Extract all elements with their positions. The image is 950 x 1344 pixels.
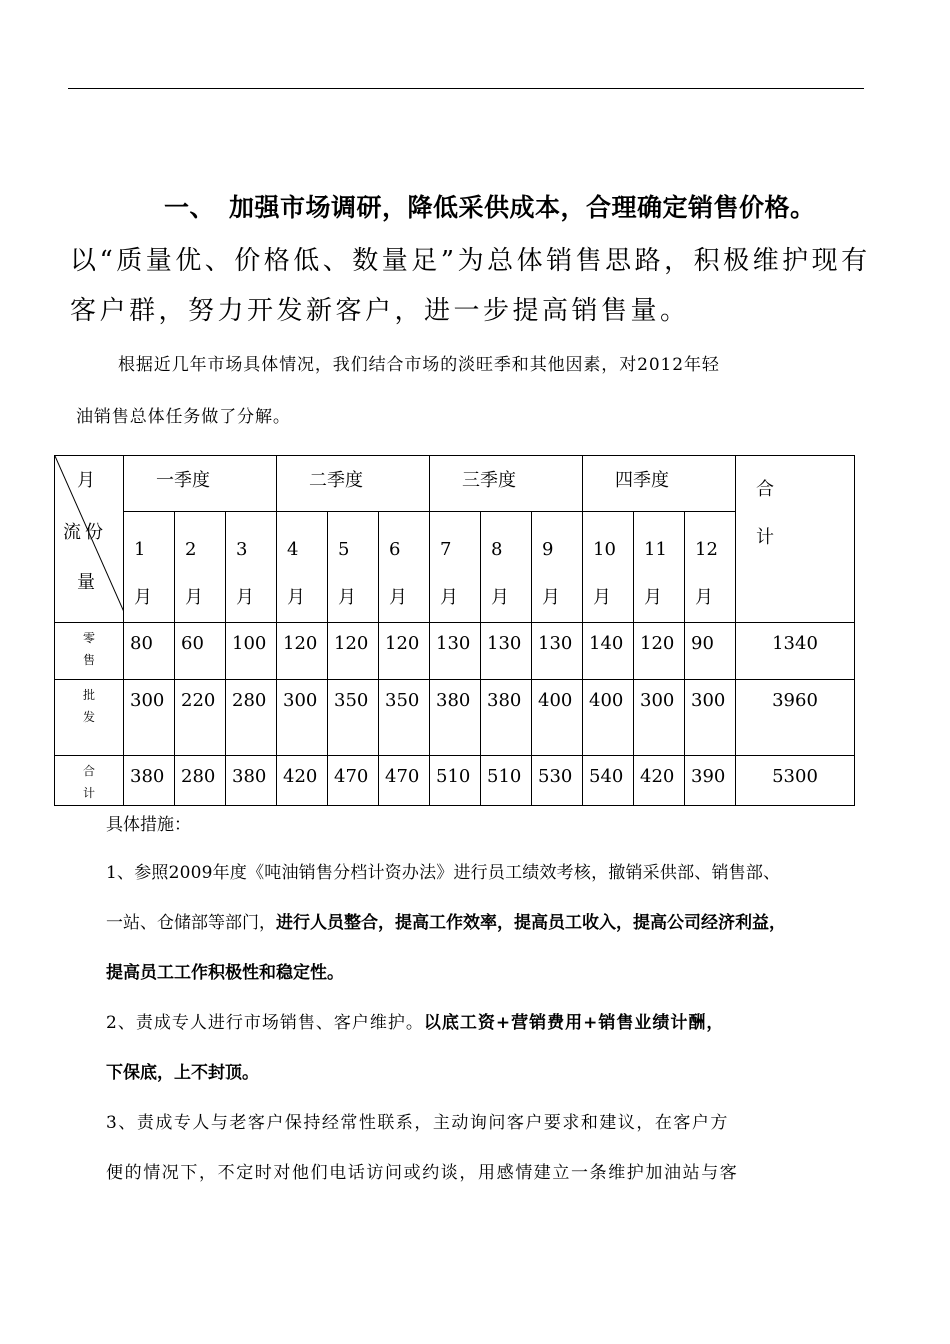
table-cell: 80 <box>124 623 175 680</box>
month-header: 9 月 <box>532 512 583 623</box>
quarter-header: 二季度 <box>277 456 430 512</box>
table-cell: 140 <box>583 623 634 680</box>
para1-line-1: 根据近几年市场具体情况，我们结合市场的淡旺季和其他因素，对2012年轻 <box>118 355 720 375</box>
table-cell: 390 <box>685 756 736 806</box>
measure1-line-1: 1、参照2009年度《吨油销售分档计资办法》进行员工绩效考核，撤销采供部、销售部、 <box>106 863 781 883</box>
month-header: 3 月 <box>226 512 277 623</box>
heading-text: 加强市场调研，降低采供成本，合理确定销售价格。 <box>229 193 816 222</box>
table-cell: 300 <box>277 680 328 756</box>
table-cell: 120 <box>634 623 685 680</box>
table-cell: 120 <box>277 623 328 680</box>
table-cell: 100 <box>226 623 277 680</box>
corner-qty-label: 量 <box>77 572 95 593</box>
table-cell: 380 <box>481 680 532 756</box>
corner-flow-label: 流 <box>63 522 81 543</box>
intro-line-2: 客户群，努力开发新客户，进一步提高销售量。 <box>70 296 690 326</box>
corner-month-label: 月 <box>77 470 95 491</box>
table-row <box>55 623 855 680</box>
month-header: 2 月 <box>175 512 226 623</box>
table-cell: 280 <box>175 756 226 806</box>
month-header: 7 月 <box>430 512 481 623</box>
month-header: 6 月 <box>379 512 430 623</box>
table-cell: 130 <box>430 623 481 680</box>
month-header: 1 月 <box>124 512 175 623</box>
table-cell: 300 <box>685 680 736 756</box>
table-cell: 510 <box>430 756 481 806</box>
row-total: 5300 <box>736 756 855 806</box>
month-header: 4 月 <box>277 512 328 623</box>
table-cell: 130 <box>532 623 583 680</box>
month-header: 8 月 <box>481 512 532 623</box>
row-label: 零 售 <box>55 623 124 680</box>
measure3-line-2: 便的情况下，不定时对他们电话访问或约谈，用感情建立一条维护加油站与客 <box>106 1163 739 1183</box>
measure2-line-1: 2、责成专人进行市场销售、客户维护。以底工资+营销费用+销售业绩计酬， <box>106 1013 725 1033</box>
table-cell: 380 <box>124 756 175 806</box>
table-cell: 220 <box>175 680 226 756</box>
measure1-line-2: 一站、仓储部等部门，进行人员整合，提高工作效率，提高员工收入，提高公司经济利益， <box>106 913 786 933</box>
table-cell: 540 <box>583 756 634 806</box>
table-cell: 120 <box>379 623 430 680</box>
heading-number: 一、 <box>164 193 216 222</box>
corner-share-label: 份 <box>85 522 103 543</box>
table-cell: 350 <box>379 680 430 756</box>
table-cell: 470 <box>328 756 379 806</box>
row-total: 1340 <box>736 623 855 680</box>
table-cell: 400 <box>532 680 583 756</box>
table-cell: 350 <box>328 680 379 756</box>
table-cell: 400 <box>583 680 634 756</box>
table-cell: 90 <box>685 623 736 680</box>
row-total: 3960 <box>736 680 855 756</box>
section-heading <box>70 188 890 224</box>
table-row <box>55 756 855 806</box>
month-header: 12 月 <box>685 512 736 623</box>
header-rule <box>68 88 864 89</box>
table-cell: 380 <box>226 756 277 806</box>
table-cell: 300 <box>124 680 175 756</box>
table-row <box>55 680 855 756</box>
row-label: 合 计 <box>55 756 124 806</box>
total-header: 合 计 <box>736 456 855 623</box>
para1-line-2: 油销售总体任务做了分解。 <box>76 407 291 427</box>
measures-title: 具体措施： <box>106 815 191 835</box>
table-cell: 510 <box>481 756 532 806</box>
measure2-line-2: 下保底，上不封顶。 <box>106 1063 259 1083</box>
table-cell: 280 <box>226 680 277 756</box>
intro-line-1: 以“质量优、价格低、数量足”为总体销售思路，积极维护现有 <box>70 246 871 276</box>
row-label: 批 发 <box>55 680 124 756</box>
table-cell: 130 <box>481 623 532 680</box>
table-cell: 120 <box>328 623 379 680</box>
month-header: 10 月 <box>583 512 634 623</box>
corner-cell <box>55 456 124 623</box>
table-cell: 420 <box>277 756 328 806</box>
table-cell: 530 <box>532 756 583 806</box>
month-header: 11 月 <box>634 512 685 623</box>
table-cell: 300 <box>634 680 685 756</box>
quarter-header: 四季度 <box>583 456 736 512</box>
table-cell: 380 <box>430 680 481 756</box>
month-header: 5 月 <box>328 512 379 623</box>
table-cell: 420 <box>634 756 685 806</box>
table-cell: 470 <box>379 756 430 806</box>
sales-table <box>54 455 855 806</box>
quarter-header: 一季度 <box>124 456 277 512</box>
table-cell: 60 <box>175 623 226 680</box>
measure1-line-3: 提高员工工作积极性和稳定性。 <box>106 963 344 983</box>
measure3-line-1: 3、责成专人与老客户保持经常性联系，主动询问客户要求和建议，在客户方 <box>106 1113 729 1133</box>
quarter-header: 三季度 <box>430 456 583 512</box>
